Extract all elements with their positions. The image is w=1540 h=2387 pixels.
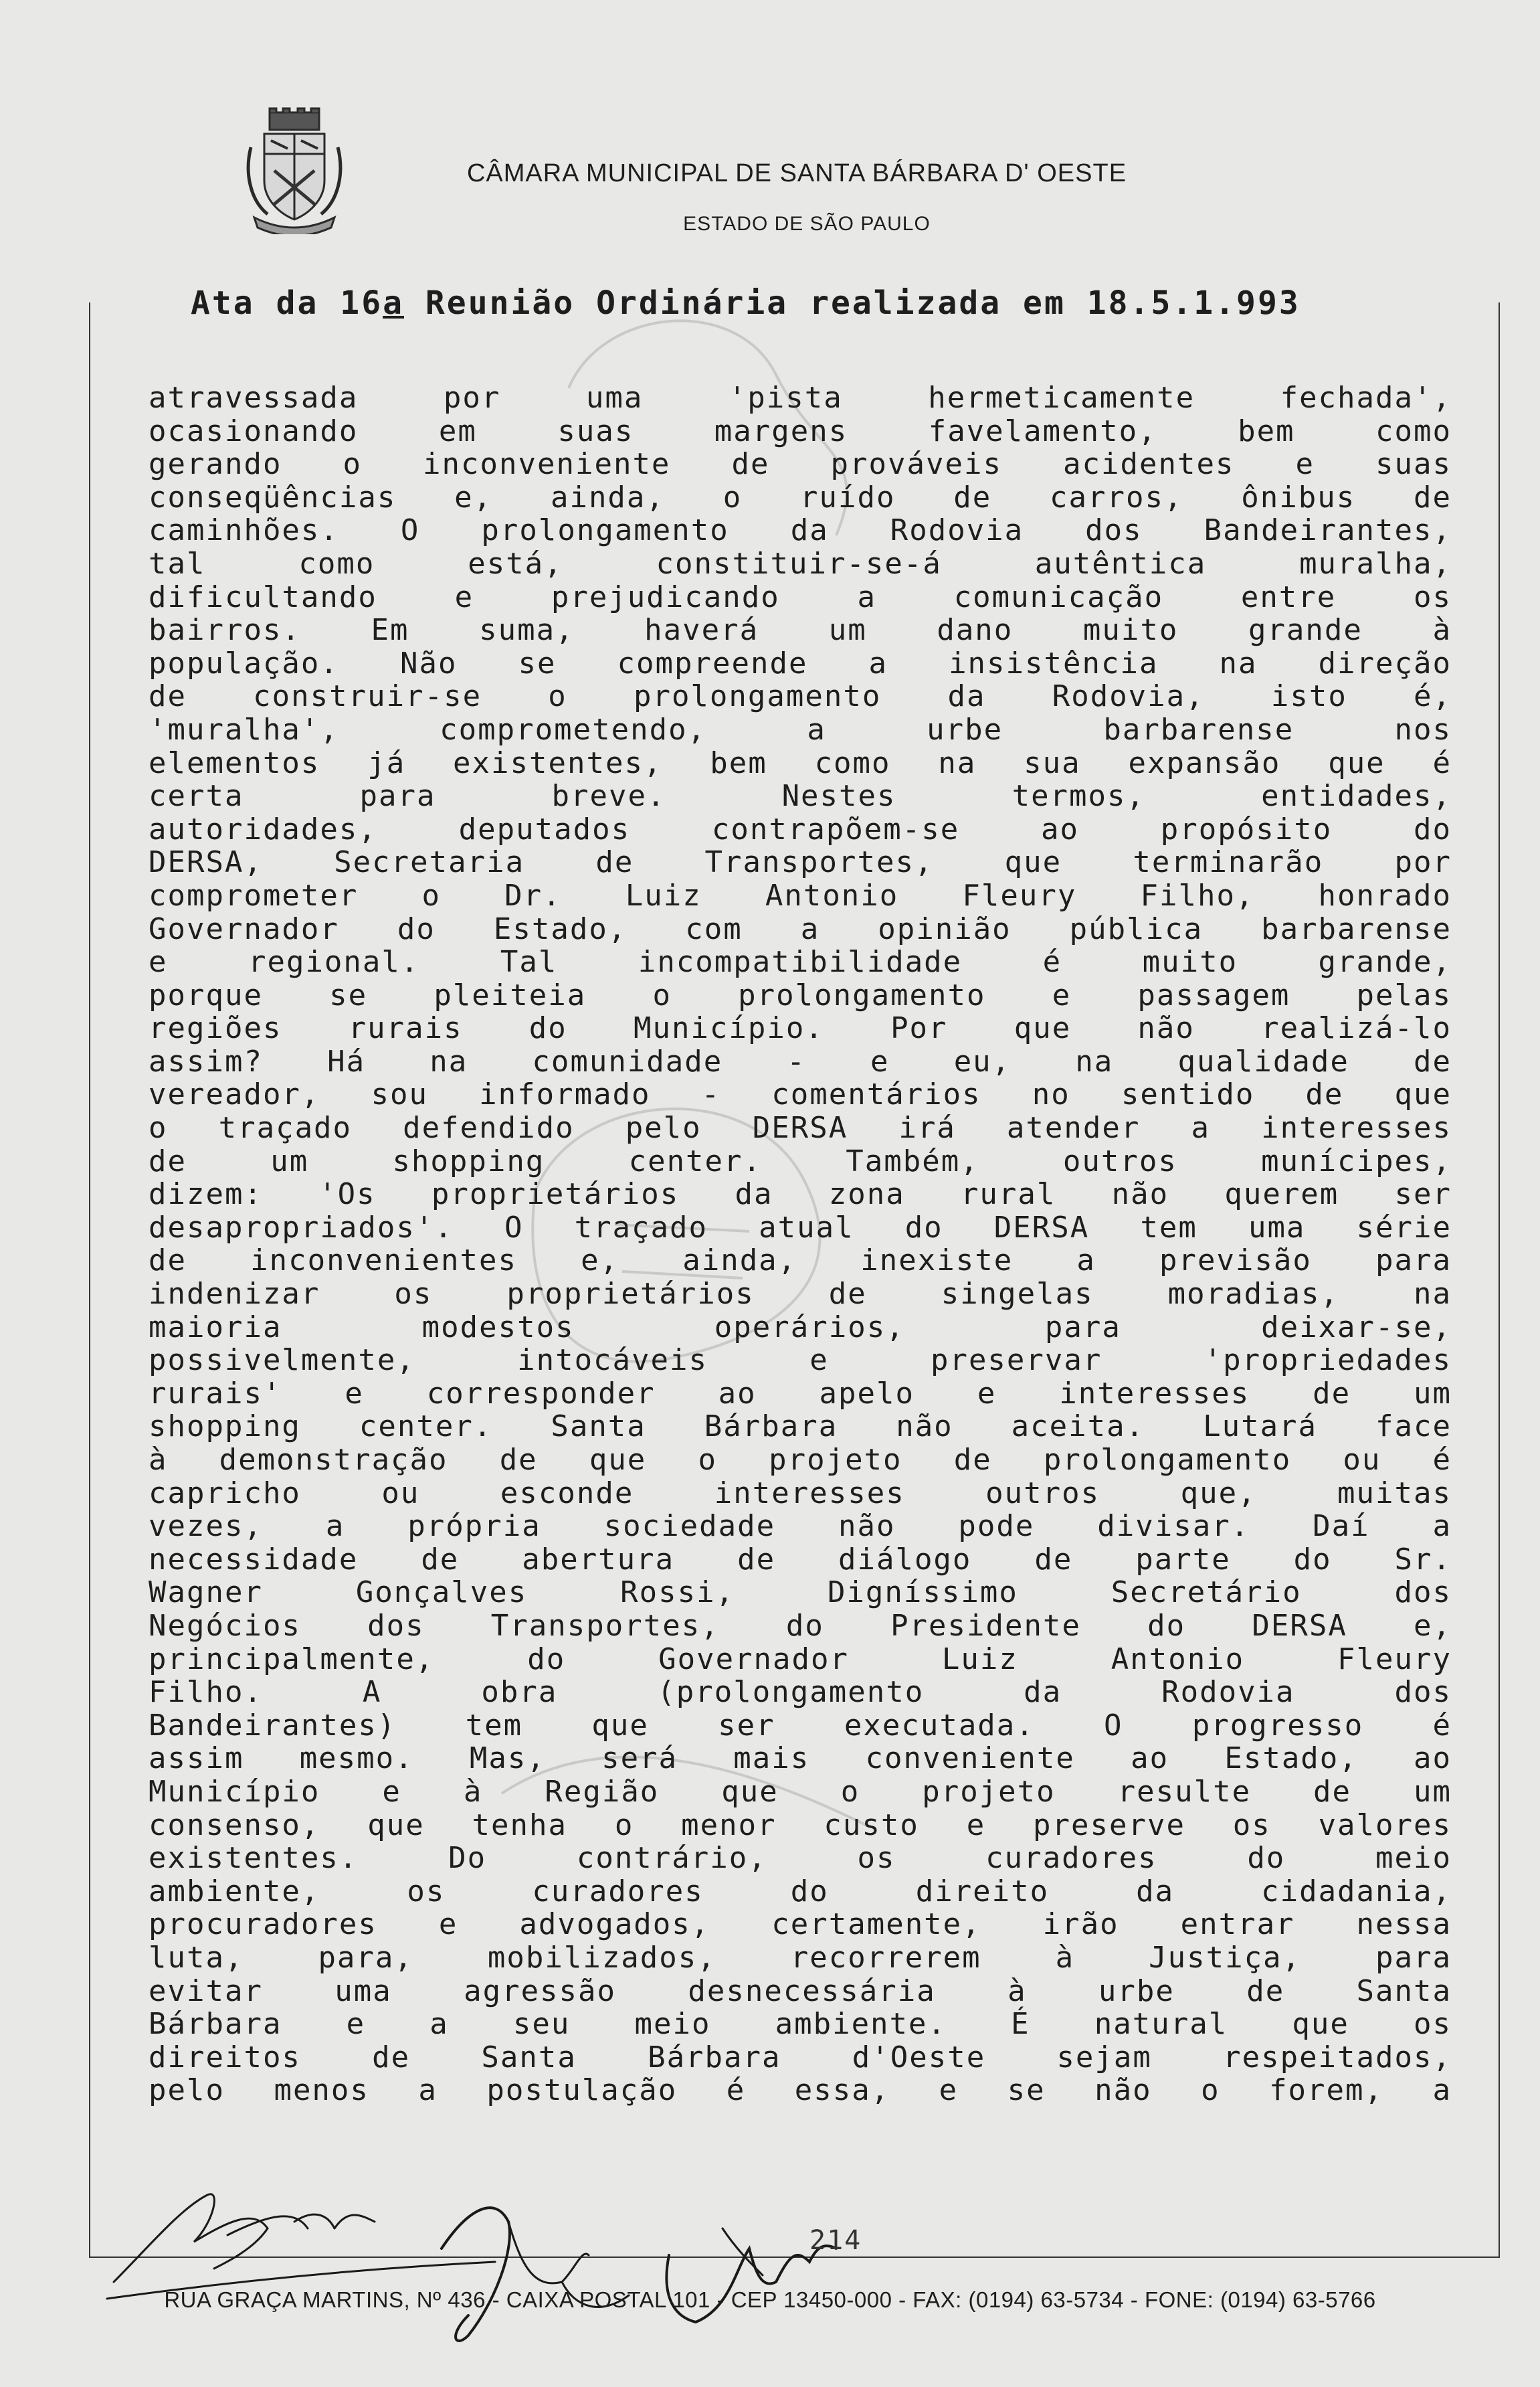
body-line: e regional. Tal incompatibilidade é muito grande, [149, 945, 1452, 980]
body-line: de construir-se o prolongamento da Rodovia, isto é, [149, 679, 1452, 714]
body-line: existentes. Do contrário, os curadores do meio [149, 1841, 1452, 1876]
body-line: Negócios dos Transportes, do Presidente do DERSA e, [149, 1608, 1452, 1643]
body-line: maioria modestos operários, para deixar-se, [149, 1310, 1452, 1344]
body-line: principalmente, do Governador Luiz Antonio Fleury [149, 1642, 1452, 1676]
body-line: conseqüências e, ainda, o ruído de carros, ônibus de [149, 480, 1452, 515]
body-line: de um shopping center. Também, outros munícipes, [149, 1144, 1452, 1178]
body-line: caminhões. O prolongamento da Rodovia dos Bandeirantes, [149, 513, 1452, 548]
body-line: necessidade de abertura de diálogo de parte do Sr. [149, 1542, 1452, 1577]
body-line: capricho ou esconde interesses outros que, muitas [149, 1476, 1452, 1510]
body-line: vezes, a própria sociedade não pode divisar. Daí a [149, 1509, 1452, 1544]
body-line: Wagner Gonçalves Rossi, Digníssimo Secretário dos [149, 1575, 1452, 1610]
footer-address: RUA GRAÇA MARTINS, Nº 436 - CAIXA POSTAL 101 - CEP 13450-000 - FAX: (0194) 63-5734 - FONE: (0194) 63-5766 [164, 2287, 1376, 2312]
body-line: shopping center. Santa Bárbara não aceita. Lutará face [149, 1409, 1452, 1444]
body-line: rurais' e corresponder ao apelo e interesses de um [149, 1376, 1452, 1411]
handwritten-signatures [94, 2168, 896, 2369]
document-title [191, 284, 1428, 322]
title-suffix: Reunião Ordinária realizada em 18.5.1.993 [404, 284, 1301, 322]
body-line: regiões rurais do Município. Por que não realizá-lo [149, 1011, 1452, 1046]
body-line: indenizar os proprietários de singelas moradias, na [149, 1277, 1452, 1312]
body-line: Governador do Estado, com a opinião pública barbarense [149, 911, 1452, 946]
body-line: procuradores e advogados, certamente, irão entrar nessa [149, 1907, 1452, 1942]
body-line: 'muralha', comprometendo, a urbe barbarense nos [149, 712, 1452, 747]
body-line: ambiente, os curadores do direito da cidadania, [149, 1874, 1452, 1909]
body-line: população. Não se compreende a insistência na direção [149, 646, 1452, 681]
body-line: Município e à Região que o projeto resulte de um [149, 1774, 1452, 1809]
body-line: de inconvenientes e, ainda, inexiste a previsão para [149, 1243, 1452, 1278]
body-line: bairros. Em suma, haverá um dano muito grande à [149, 613, 1452, 648]
body-line: Bárbara e a seu meio ambiente. É natural que os [149, 2007, 1452, 2042]
right-margin-rule [1499, 302, 1500, 2257]
body-line: pelo menos a postulação é essa, e se não o forem, a [149, 2073, 1452, 2108]
body-line: vereador, sou informado - comentários no sentido de que [149, 1077, 1452, 1112]
body-line: assim? Há na comunidade - e eu, na qualidade de [149, 1044, 1452, 1079]
body-line: porque se pleiteia o prolongamento e passagem pelas [149, 978, 1452, 1012]
body-line: ocasionando em suas margens favelamento, bem como [149, 414, 1452, 448]
organization-name: CÂMARA MUNICIPAL DE SANTA BÁRBARA D' OESTE [466, 159, 1127, 187]
body-line: tal como está, constituir-se-á autêntica muralha, [149, 546, 1452, 581]
body-line: direitos de Santa Bárbara d'Oeste sejam respeitados, [149, 2040, 1452, 2074]
body-line: DERSA, Secretaria de Transportes, que terminarão por [149, 845, 1452, 880]
body-line: luta, para, mobilizados, recorrerem à Justiça, para [149, 1940, 1452, 1975]
body-line: o traçado defendido pelo DERSA irá atender a interesses [149, 1111, 1452, 1146]
title-ordinal: a [383, 284, 404, 322]
body-line: consenso, que tenha o menor custo e preserve os valores [149, 1807, 1452, 1842]
body-line: assim mesmo. Mas, será mais conveniente ao Estado, ao [149, 1741, 1452, 1776]
title-prefix: Ata da 16 [191, 284, 383, 322]
body-line: desapropriados'. O traçado atual do DERSA tem uma série [149, 1210, 1452, 1245]
body-line: atravessada por uma 'pista hermeticamente fechada', [149, 381, 1452, 415]
body-line: comprometer o Dr. Luiz Antonio Fleury Filho, honrado [149, 878, 1452, 913]
body-line: certa para breve. Nestes termos, entidades, [149, 779, 1452, 814]
body-line: gerando o inconveniente de prováveis acidentes e suas [149, 447, 1452, 482]
page-number: 214 [809, 2225, 862, 2256]
body-line: evitar uma agressão desnecessária à urbe de Santa [149, 1973, 1452, 2008]
body-line: dificultando e prejudicando a comunicação entre os [149, 580, 1452, 614]
body-line: à demonstração de que o projeto de prolongamento ou é [149, 1443, 1452, 1477]
body-line: autoridades, deputados contrapõem-se ao propósito do [149, 812, 1452, 847]
body-line: Bandeirantes) tem que ser executada. O progresso é [149, 1708, 1452, 1743]
organization-state: ESTADO DE SÃO PAULO [683, 213, 931, 235]
body-line: elementos já existentes, bem como na sua expansão que é [149, 745, 1452, 780]
left-margin-rule [89, 302, 90, 2257]
body-line: possivelmente, intocáveis e preservar 'propriedades [149, 1343, 1452, 1378]
body-line: dizem: 'Os proprietários da zona rural não querem ser [149, 1177, 1452, 1212]
minutes-body-text [149, 381, 1452, 2107]
body-line: Filho. A obra (prolongamento da Rodovia dos [149, 1675, 1452, 1710]
